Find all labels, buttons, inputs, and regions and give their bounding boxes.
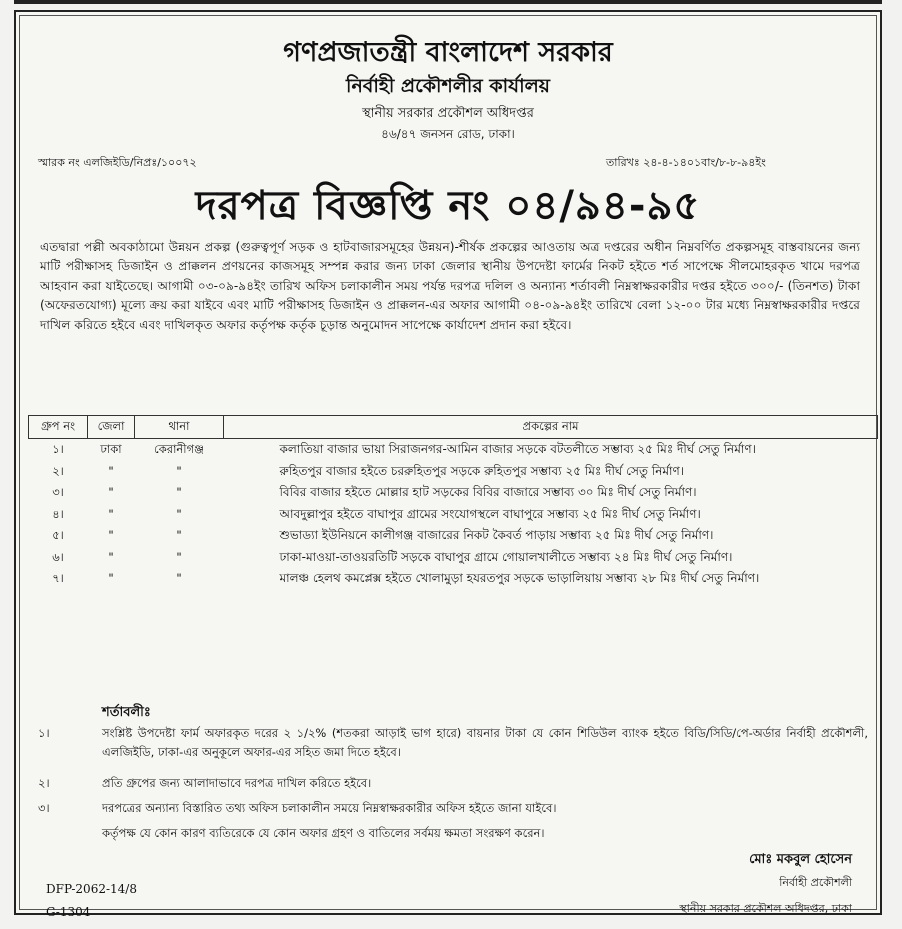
cell-thana: " [176, 571, 182, 585]
col-district: জেলা [88, 416, 135, 439]
cell-district: " [108, 571, 114, 585]
cell-project-name: কলাতিয়া বাজার ভায়া সিরাজনগর-আমিন বাজার সড়কে বটতলীতে সম্ভাব্য ২৫ মিঃ দীর্ঘ সেতু নির্মাণ। [279, 442, 756, 456]
office-title: নির্বাহী প্রকৌশলীর কার্যালয় [346, 75, 550, 97]
table-row [29, 547, 878, 569]
office-address: ৪৬/৪৭ জনসন রোড, ঢাকা। [381, 127, 515, 141]
condition-number: ১। [38, 726, 50, 740]
table-row [29, 525, 878, 547]
project-table [28, 415, 878, 590]
cell-group-no: ৬। [52, 549, 64, 564]
col-thana: থানা [135, 416, 224, 439]
cell-thana: কেরানীগঞ্জ [154, 442, 204, 456]
cell-project-name: মালঞ্চ হেলথ কমপ্লেক্স হইতে খোলামুড়া হযরতপুর সড়কে ভাড়ালিয়ায় সম্ভাব্য ২৮ মিঃ দীর্ঘ সেতু নির্মাণ। [279, 571, 760, 585]
cell-project-name: রুহিতপুর বাজার হইতে চররুহিতপুর সড়কে রুহিতপুর সম্ভাব্য ২৫ মিঃ দীর্ঘ সেতু নির্মাণ। [279, 463, 685, 478]
signatory-department: স্থানীয় সরকার প্রকৌশল অধিদপ্তর, ঢাকা [679, 902, 852, 915]
govt-title: গণপ্রজাতন্ত্রী বাংলাদেশ সরকার [283, 37, 613, 68]
col-group-no: গ্রুপ নং [29, 416, 88, 439]
cell-project-name: বিবির বাজার হইতে মোল্লার হাট সড়কের বিবির বাজারে সম্ভাব্য ৩০ মিঃ দীর্ঘ সেতু নির্মাণ। [279, 485, 697, 499]
table-row [29, 568, 878, 590]
cell-district: " [108, 485, 114, 499]
table-row [29, 461, 878, 483]
cell-group-no: ৫। [52, 528, 64, 542]
condition-item [38, 824, 868, 843]
dfp-code: DFP-2062-14/8 [46, 882, 137, 896]
notice-title: দরপত্র বিজ্ঞপ্তি নং ০৪/৯৪-৯৫ [195, 183, 701, 229]
cell-thana: " [176, 506, 182, 521]
condition-item [38, 774, 868, 793]
conditions-title: শর্তাবলীঃ [102, 705, 151, 720]
condition-item [38, 724, 868, 762]
cell-group-no: ১। [52, 442, 64, 456]
cell-group-no: ৭। [52, 571, 64, 585]
notice-date: তারিখঃ ২৪-৪-১৪০১বাং/৮-৮-৯৪ইং [606, 156, 766, 169]
cell-thana: " [176, 463, 182, 478]
cell-project-name: আবদুল্লাপুর হইতে বাঘাপুর গ্রামের সংযোগস্থলে বাঘাপুরে সম্ভাব্য ২৫ মিঃ দীর্ঘ সেতু নির্মাণ। [279, 506, 701, 521]
condition-text: কর্তৃপক্ষ যে কোন কারণ ব্যতিরেকে যে কোন অফার গ্রহণ ও বাতিলের সর্বময় ক্ষমতা সংরক্ষণ করেন। [102, 826, 545, 840]
cell-thana: " [176, 485, 182, 499]
top-rule [14, 0, 882, 4]
signatory-designation: নির্বাহী প্রকৌশলী [779, 876, 852, 889]
table-row [29, 504, 878, 526]
table-row [29, 439, 878, 461]
cell-district: " [108, 549, 114, 564]
g-code: G-1304 [46, 905, 91, 919]
cell-project-name: শুভাড্যা ইউনিয়নে কালীগঞ্জ বাজারের নিকট কৈবর্ত পাড়ায় সম্ভাব্য ২৫ মিঃ দীর্ঘ সেতু নির্মাণ। [279, 528, 714, 542]
cell-group-no: ৪। [52, 506, 64, 521]
condition-text: দরপত্রের অন্যান্য বিস্তারিত তথ্য অফিস চলাকালীন সময়ে নিম্নস্বাক্ষরকারীর অফিস হইতে জানা যাইবে। [102, 801, 557, 815]
cell-group-no: ২। [52, 463, 64, 478]
condition-item [38, 799, 868, 818]
col-project-name: প্রকল্পের নাম [224, 416, 878, 439]
notice-frame [14, 10, 882, 919]
table-header-row [29, 416, 878, 439]
signatory-name: মোঃ মকবুল হোসেন [749, 852, 852, 867]
cell-thana: " [176, 549, 182, 564]
condition-text: সংশ্লিষ্ট উপদেষ্টা ফার্ম অফারকৃত দরের ২ ১/২% (শতকরা আড়াই ভাগ হারে) বায়নার টাকা যে কোন শিডিউল ব্যাংক হইতে বিডি/সিডি/পে-অর্ডার নির্বাহী প্রকৌশলী, এলজিইডি, ঢাকা-এর অনুকূলে অফার-এর সহিত জমা দিতে হইবে। [102, 726, 868, 759]
cell-district: " [108, 528, 114, 542]
table-row [29, 482, 878, 504]
memo-number: স্মারক নং এলজিইডি/নিপ্রঃ/১০০৭২ [38, 156, 197, 169]
cell-district: " [108, 506, 114, 521]
notice-body: এতদ্বারা পল্লী অবকাঠামো উন্নয়ন প্রকল্প (গুরুত্বপূর্ণ সড়ক ও হাটবাজারসমূহের উন্নয়ন)-শীর্ষক প্রকল্পের আওতায় অত্র দপ্তরের অধীন নিম্নবর্ণিত প্রকল্পসমূহ বাস্তবায়নের জন্য মাটি পরীক্ষাসহ ডিজাইন ও প্রাক্কলন প্রণয়নের কাজসমূহ সম্পন্ন করার জন্য ঢাকা জেলার স্থানীয় উপদেষ্টা ফার্মের নিকট হইতে শর্ত সাপেক্ষে সীলমোহরকৃত খামে দরপত্র আহবান করা যাইতেছে। আগামী ০৩-০৯-৯৪ইং তারিখ অফিস চলাকালীন সময় পর্যন্ত দরপত্র দলিল ও অন্যান্য শর্তাবলী নিম্নস্বাক্ষরকারীর দপ্তর হইতে ৩০০/- (তিনশত) টাকা (অফেরতযোগ্য) মূল্যে ক্রয় করা যাইবে এবং মাটি পরীক্ষাসহ ডিজাইন ও প্রাক্কলন-এর অফার আগামী ০৪-০৯-৯৪ইং তারিখে বেলা ১২-০০ টার মধ্যে নিম্নস্বাক্ষরকারীর দপ্তরে দাখিল করিতে হইবে এবং দাখিলকৃত অফার কর্তৃপক্ষ কর্তৃক চূড়ান্ত অনুমোদন সাপেক্ষে কার্যাদেশ প্রদান করা হইবে। [40, 240, 860, 332]
condition-number: ২। [38, 776, 50, 790]
cell-district: ঢাকা [100, 442, 122, 456]
department-title: স্থানীয় সরকার প্রকৌশল অধিদপ্তর [362, 106, 534, 121]
cell-thana: " [176, 528, 182, 542]
cell-district: " [108, 463, 114, 478]
condition-number: ৩। [38, 801, 50, 815]
condition-text: প্রতি গ্রুপের জন্য আলাদাভাবে দরপত্র দাখিল করিতে হইবে। [102, 776, 372, 790]
cell-project-name: ঢাকা-মাওয়া-তাওয়রতিটি সড়কে বাঘাপুর গ্রামে গোয়ালখালীতে সম্ভাব্য ২৪ মিঃ দীর্ঘ সেতু নির্মাণ। [279, 549, 733, 564]
cell-group-no: ৩। [52, 485, 64, 499]
